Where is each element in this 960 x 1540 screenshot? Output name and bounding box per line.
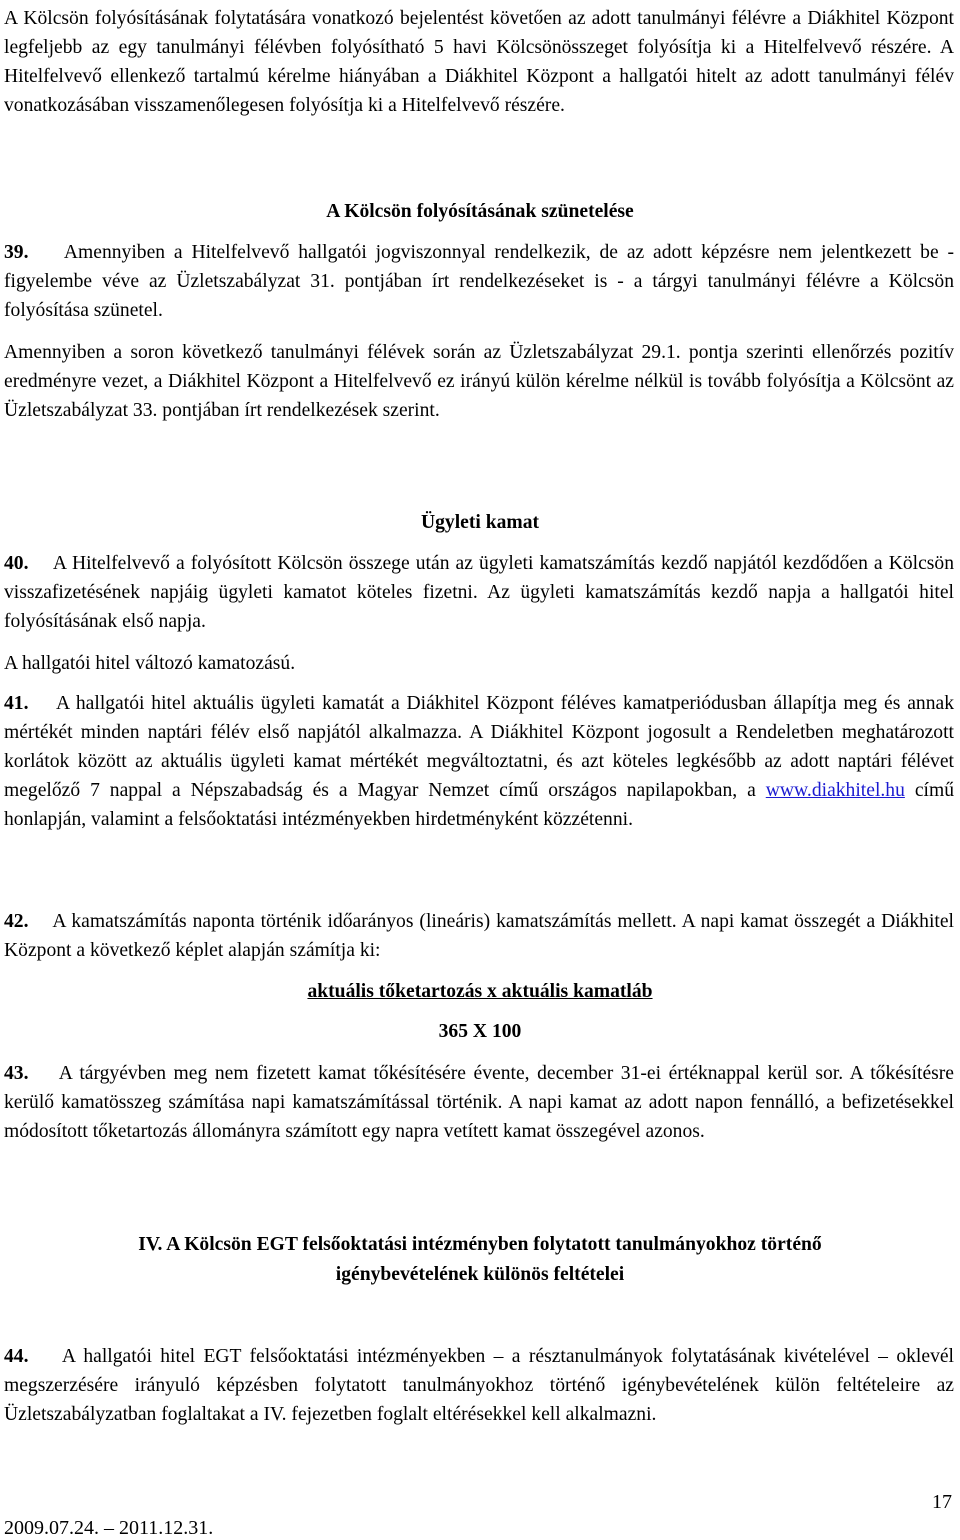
paragraph-number: 39. (4, 242, 29, 263)
formula-numerator: aktuális tőketartozás x aktuális kamatláb (307, 981, 653, 1002)
intro-paragraph: A Kölcsön folyósításának folytatására vonatkozó bejelentést követően az adott tanulmányi félévre a Diákhitel Központ legfeljebb az egy tanulmányi félévben folyósítható 5 havi Kölcsönösszeget folyósítja ki a Hitelfelvevő részére. A Hitelfelvevő ellenkező tartalmú kérelme hiányában a Diákhitel Központ a hallgatói hitelt az adott tanulmányi félév vonatkozásában visszamenőlegesen folyósítja ki a Hitelfelvevő részére. (4, 8, 954, 116)
paragraph-text-end: című honlapján, valamint a felsőoktatási intézményekben hirdetményként közzétenni. (4, 780, 954, 830)
paragraph-text: A hallgatói hitel EGT felsőoktatási intézményekben – a résztanulmányok folytatásának kivételével – oklevél megszerzésére irányuló képzésben folytatott tanulmányokhoz történő igénybevételének külön feltételeire az Üzletszabályzatban foglaltakat a IV. fejezetben foglalt eltérésekkel kell alkalmazni. (4, 1346, 955, 1425)
paragraph-40-variable-rate: A hallgatói hitel változó kamatozású. (4, 653, 296, 674)
diakhitel-link[interactable]: www.diakhitel.hu (765, 780, 905, 801)
paragraph-39 (4, 238, 954, 325)
paragraph-number: 43. (4, 1063, 29, 1084)
suspension-heading: A Kölcsön folyósításának szünetelése (326, 201, 634, 222)
paragraph-number: 44. (4, 1346, 29, 1367)
paragraph-text: A Hitelfelvevő a folyósított Kölcsön összege után az ügyleti kamatszámítás kezdő napjától kezdődően a Kölcsön visszafizetésének napjáig ügyleti kamatot köteles fizetni. Az ügyleti kamatszámítás kezdő napja a hallgatói hitel folyósításának első napja. (4, 553, 955, 632)
paragraph-text: A hallgatói hitel aktuális ügyleti kamatát a Diákhitel Központ féléves kamatperiódusban állapítja meg és annak mértékét minden naptári félév első napjától alkalmazza. A Diákhitel Központ jogosult a Rendeletben meghatározott korlátok között az aktuális ügyleti kamat mértékét megváltoztatni, és azt köteles legkésőbb az adott naptári félévet megelőző 7 nappal a Népszabadság és a Magyar Nemzet című országos napilapokban, a (4, 693, 954, 801)
paragraph-43 (4, 1059, 954, 1146)
footer-date-range: 2009.07.24. – 2011.12.31. (4, 1517, 214, 1539)
paragraph-44 (4, 1342, 954, 1429)
paragraph-number: 41. (4, 693, 29, 714)
paragraph-text: A kamatszámítás naponta történik időarányos (lineáris) kamatszámítás mellett. A napi kamat összegét a Diákhitel Központ a következő képlet alapján számítja ki: (4, 911, 955, 961)
page-number: 17 (932, 1491, 952, 1513)
paragraph-39-continued: Amennyiben a soron következő tanulmányi félévek során az Üzletszabályzat 29.1. pontja szerinti ellenőrzés pozitív eredményre vezet, a Diákhitel Központ a Hitelfelvevő ez irányú külön kérelme nélkül is tovább folyósítja a Kölcsönt az Üzletszabályzat 33. pontjában írt rendelkezések szerint. (4, 342, 954, 421)
formula-denominator: 365 X 100 (438, 1021, 522, 1042)
paragraph-40 (4, 549, 954, 636)
interest-heading: Ügyleti kamat (420, 512, 540, 533)
chapter-iv-heading-line1: IV. A Kölcsön EGT felsőoktatási intézményben folytatott tanulmányokhoz történő (138, 1234, 822, 1255)
chapter-iv-heading-line2: igénybevételének különös feltételei (335, 1264, 625, 1285)
paragraph-text: Amennyiben a Hitelfelvevő hallgatói jogviszonnyal rendelkezik, de az adott képzésre nem jelentkezett be - figyelembe véve az Üzletszabályzat 31. pontjában írt rendelkezéseket is - a tárgyi tanulmányi félévre a Kölcsön folyósítása szünetel. (4, 242, 955, 321)
paragraph-number: 42. (4, 911, 29, 932)
paragraph-41 (4, 689, 954, 834)
paragraph-42 (4, 907, 954, 965)
paragraph-text: A tárgyévben meg nem fizetett kamat tőkésítésére évente, december 31-ei értéknappal kerül sor. A tőkésítésre kerülő kamatösszeg számítása napi kamatszámítással történik. A napi kamat az adott napon fennálló, a befizetésekkel módosított tőketartozás állományra számított egy napra vetített kamat összegével azonos. (4, 1063, 954, 1142)
paragraph-number: 40. (4, 553, 29, 574)
